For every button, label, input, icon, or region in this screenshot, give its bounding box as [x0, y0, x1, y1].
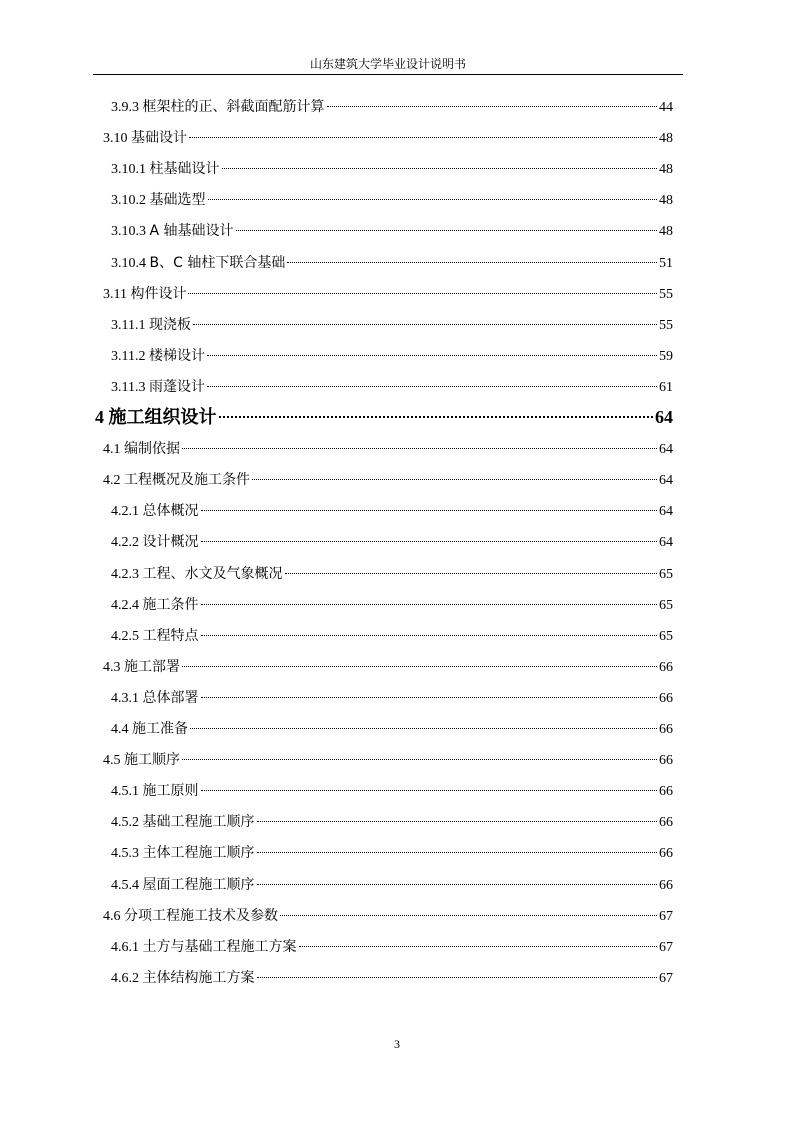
- toc-entry-page: 66: [659, 784, 673, 800]
- toc-entry-title: 屋面工程施工顺序: [142, 876, 255, 893]
- toc-entry-page: 67: [659, 970, 673, 986]
- toc-entry-number: 4.6.1: [111, 939, 143, 955]
- toc-entry-page: 66: [659, 722, 673, 737]
- toc-entry-label: [111, 937, 297, 958]
- running-header-title: 山东建筑大学毕业设计说明书: [309, 57, 466, 71]
- toc-entry-number: 3.10: [103, 131, 131, 147]
- toc-entry-label: [111, 719, 188, 740]
- dot-leader: [236, 230, 657, 231]
- toc-entry-number: 3.10.2: [111, 193, 150, 209]
- dot-leader: [201, 635, 658, 636]
- toc-entry-label: [111, 532, 199, 553]
- toc-entry[interactable]: [111, 688, 673, 709]
- toc-entry-page: 55: [659, 286, 673, 302]
- toc-entry-page: 65: [659, 628, 673, 644]
- toc-entry[interactable]: [111, 812, 673, 833]
- toc-entry-title: 现浇板: [148, 316, 191, 333]
- dot-leader: [287, 262, 657, 263]
- dot-leader: [193, 324, 657, 325]
- toc-entry-title: 编制依据: [124, 441, 180, 458]
- dot-leader: [182, 666, 657, 667]
- toc-entry-title: 构件设计: [130, 285, 187, 302]
- dot-leader: [207, 355, 657, 356]
- dot-leader: [207, 386, 657, 387]
- toc-entry-title: 基础选型: [149, 192, 206, 209]
- toc-entry-label: [111, 97, 325, 118]
- toc-entry-number: 3.11.2: [111, 348, 149, 364]
- toc-entry-page: 44: [659, 100, 673, 115]
- toc-entry[interactable]: [103, 657, 673, 678]
- toc-entry-page: 48: [659, 193, 673, 209]
- toc-entry-label: [111, 688, 199, 709]
- toc-entry[interactable]: [103, 284, 673, 305]
- toc-entry-page: 64: [659, 535, 673, 551]
- toc-entry-title: 工程、水文及气象概况: [142, 565, 283, 582]
- toc-entry[interactable]: [111, 532, 673, 553]
- toc-entry[interactable]: [111, 968, 673, 989]
- dot-leader: [190, 728, 657, 729]
- toc-entry-page: 65: [659, 597, 673, 613]
- toc-entry-number: 4.5: [103, 753, 124, 769]
- dot-leader: [182, 759, 657, 760]
- toc-entry-title: 施工条件: [142, 596, 199, 613]
- toc-entry-title: 基础工程施工顺序: [142, 814, 255, 831]
- toc-entry[interactable]: [103, 906, 673, 927]
- toc-entry-label: [103, 657, 180, 678]
- dot-leader: [201, 510, 658, 511]
- dot-leader: [201, 697, 658, 698]
- toc-entry-number: 3.11.3: [111, 379, 149, 395]
- toc-entry-page: 67: [659, 908, 673, 924]
- toc-entry-label: [103, 470, 250, 491]
- toc-entry-number: 4.5.3: [111, 846, 143, 862]
- toc-entry-title: 框架柱的正、斜截面配筋计算: [142, 99, 325, 115]
- toc-entry[interactable]: [111, 377, 673, 398]
- toc-entry-label: [111, 564, 283, 585]
- toc-entry-number: 4.1: [103, 442, 124, 458]
- toc-entry-title: B、C 轴柱下联合基础: [149, 254, 286, 271]
- toc-entry-page: 48: [659, 224, 673, 240]
- toc-entry-number: 4.6.2: [111, 970, 143, 986]
- toc-entry-title: 柱基础设计: [149, 161, 220, 178]
- toc-entry[interactable]: [103, 470, 673, 491]
- toc-entry-page: 66: [659, 846, 673, 862]
- toc-entry-number: 4.2.3: [111, 566, 143, 582]
- toc-entry-number: 4.2: [103, 473, 124, 489]
- toc-entry[interactable]: [111, 937, 673, 958]
- toc-entry-title: 施工原则: [142, 783, 199, 800]
- toc-entry-title: 施工顺序: [124, 752, 180, 769]
- toc-entry-number: 4.4: [111, 722, 132, 737]
- toc-entry-number: 3.9.3: [111, 100, 143, 115]
- dot-leader: [257, 821, 658, 822]
- toc-chapter-entry[interactable]: [95, 405, 673, 430]
- toc-entry-title: 分项工程施工技术及参数: [124, 907, 278, 924]
- toc-entry-page: 67: [659, 939, 673, 955]
- toc-entry-label: [95, 405, 217, 430]
- toc-entry[interactable]: [111, 159, 673, 180]
- toc-entry-page: 64: [659, 504, 673, 520]
- toc-entry-number: 4: [95, 407, 109, 427]
- toc-entry[interactable]: [103, 439, 673, 460]
- toc-entry-label: [111, 221, 234, 242]
- toc-entry-page: 48: [659, 162, 673, 178]
- dot-leader: [285, 573, 658, 574]
- toc-entry-page: 51: [659, 255, 673, 271]
- toc-entry-title: 施工组织设计: [108, 407, 217, 428]
- toc-entry-page: 59: [659, 348, 673, 364]
- toc-entry-label: [111, 843, 255, 864]
- toc-entry-title: 总体部署: [142, 689, 199, 706]
- toc-entry-number: 3.11.1: [111, 317, 149, 333]
- toc-entry[interactable]: [111, 564, 673, 585]
- toc-entry[interactable]: [111, 875, 673, 896]
- toc-entry-label: [103, 750, 180, 771]
- toc-entry-number: 3.10.1: [111, 162, 150, 178]
- toc-entry-number: 4.5.4: [111, 877, 143, 893]
- toc-entry-page: 66: [659, 753, 673, 769]
- toc-entry-page: 66: [659, 815, 673, 831]
- header-divider: [93, 74, 683, 75]
- toc-entry[interactable]: [111, 501, 673, 522]
- toc-entry-number: 3.10.4: [111, 255, 150, 271]
- toc-entry-title: 楼梯设计: [148, 347, 205, 364]
- toc-entry-number: 3.10.3: [111, 224, 150, 240]
- toc-entry-title: 工程概况及施工条件: [124, 472, 250, 489]
- toc-entry-label: [111, 875, 255, 896]
- toc-entry[interactable]: [111, 346, 673, 367]
- toc-entry-title: A 轴基础设计: [149, 223, 234, 240]
- toc-entry-page: 64: [659, 442, 673, 458]
- toc-entry-title: 雨蓬设计: [148, 378, 205, 395]
- dot-leader: [257, 977, 658, 978]
- dot-leader: [182, 448, 657, 449]
- toc-entry-label: [111, 253, 285, 274]
- toc-entry-label: [111, 812, 255, 833]
- dot-leader: [257, 884, 658, 885]
- toc-entry-page: 61: [659, 379, 673, 395]
- toc-entry-page: 55: [659, 317, 673, 333]
- toc-entry[interactable]: [111, 221, 673, 242]
- toc-entry-label: [111, 781, 199, 802]
- toc-entry-number: 4.2.1: [111, 504, 143, 520]
- toc-entry-number: 4.6: [103, 908, 124, 924]
- toc-entry-number: 4.3: [103, 659, 124, 675]
- toc-entry-number: 4.2.2: [111, 535, 143, 551]
- dot-leader: [257, 852, 658, 853]
- toc-entry-number: 4.5.1: [111, 784, 143, 800]
- dot-leader: [201, 604, 658, 605]
- toc-entry-page: 48: [659, 131, 673, 147]
- toc-entry-label: [111, 968, 255, 989]
- toc-entry-title: 施工部署: [124, 658, 180, 675]
- dot-leader: [201, 541, 658, 542]
- toc-entry[interactable]: [111, 253, 673, 274]
- toc-entry-label: [103, 128, 187, 149]
- toc-entry-label: [111, 315, 191, 336]
- toc-entry-label: [111, 595, 199, 616]
- toc-entry[interactable]: [103, 750, 673, 771]
- toc-entry-label: [111, 626, 199, 647]
- toc-entry-label: [111, 190, 206, 211]
- toc-entry-page: 66: [659, 690, 673, 706]
- toc-entry-label: [111, 377, 205, 398]
- toc-entry-title: 施工准备: [132, 721, 188, 737]
- toc-entry[interactable]: [111, 190, 673, 211]
- page-number: 3: [394, 1037, 400, 1051]
- toc-entry-number: 3.11: [103, 286, 131, 302]
- toc-entry-title: 工程特点: [142, 627, 199, 644]
- toc-entry-page: 65: [659, 566, 673, 582]
- toc-entry-title: 总体概况: [142, 503, 199, 520]
- toc-entry[interactable]: [111, 315, 673, 336]
- toc-entry-title: 土方与基础工程施工方案: [142, 938, 297, 955]
- toc-entry-title: 主体工程施工顺序: [142, 845, 255, 862]
- toc-entry-label: [111, 346, 205, 367]
- toc-entry-label: [111, 159, 220, 180]
- toc-entry[interactable]: [111, 595, 673, 616]
- toc-entry-title: 基础设计: [131, 130, 187, 147]
- toc-entry-page: 66: [659, 659, 673, 675]
- dot-leader: [189, 137, 657, 138]
- toc-entry-label: [103, 284, 186, 305]
- toc-entry-page: 64: [659, 473, 673, 489]
- toc-entry-number: 4.5.2: [111, 815, 143, 831]
- toc-entry-label: [103, 906, 278, 927]
- toc-entry-label: [103, 439, 180, 460]
- toc-entry[interactable]: [111, 97, 673, 118]
- toc-entry-number: 4.3.1: [111, 690, 143, 706]
- toc-entry[interactable]: [111, 626, 673, 647]
- dot-leader: [222, 168, 658, 169]
- toc-entry-title: 设计概况: [142, 534, 199, 551]
- dot-leader: [252, 479, 657, 480]
- toc-entry-label: [111, 501, 199, 522]
- toc-entry-page: 64: [655, 407, 673, 427]
- toc-entry-title: 主体结构施工方案: [142, 969, 255, 986]
- dot-leader: [208, 199, 658, 200]
- toc-entry[interactable]: [103, 128, 673, 149]
- dot-leader: [327, 106, 658, 107]
- dot-leader: [219, 416, 654, 418]
- toc-entry-page: 66: [659, 877, 673, 893]
- dot-leader: [188, 293, 657, 294]
- dot-leader: [299, 946, 658, 947]
- toc-entry-number: 4.2.5: [111, 628, 143, 644]
- toc-entry[interactable]: [111, 781, 673, 802]
- toc-entry-number: 4.2.4: [111, 597, 143, 613]
- toc-entry[interactable]: [111, 843, 673, 864]
- toc-entry[interactable]: [111, 719, 673, 740]
- dot-leader: [280, 915, 657, 916]
- dot-leader: [201, 790, 658, 791]
